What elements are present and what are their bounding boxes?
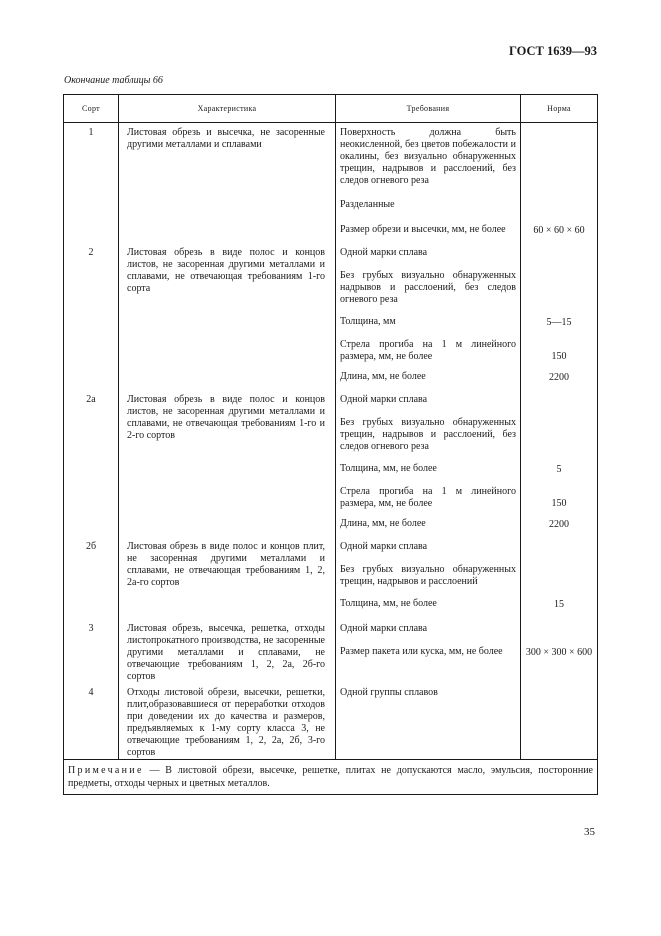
requirements-cell bbox=[336, 123, 521, 244]
norm-cell bbox=[521, 390, 598, 537]
norm-value: 5 bbox=[556, 464, 562, 475]
requirement-text: Длина, мм, не более bbox=[340, 518, 426, 529]
requirements-cell bbox=[336, 619, 521, 683]
norm-value: 60 × 60 × 60 bbox=[533, 225, 585, 236]
requirement-text: Без грубых визуально обнаруженных трещин, надрывов и расслоений, без следов огневого реза bbox=[340, 417, 516, 452]
note-text: — В листовой обрези, высечке, решетке, плитах не допускаются масло, эмульсия, посторонние предметы, отходы черных и цветных металлов. bbox=[68, 765, 593, 789]
table-header-row bbox=[64, 95, 598, 123]
requirement-text: Одной марки сплава bbox=[340, 541, 428, 552]
sort-cell: 4 bbox=[64, 683, 119, 760]
norm-cell bbox=[521, 619, 598, 683]
requirement-text: Одной марки сплава bbox=[340, 247, 428, 258]
norm-value bbox=[521, 564, 597, 588]
sort-cell: 2б bbox=[64, 537, 119, 619]
table-row bbox=[64, 619, 598, 683]
requirement-text: Толщина, мм bbox=[340, 316, 396, 327]
requirement-text: Разделанные bbox=[340, 199, 395, 210]
document-header: ГОСТ 1639—93 bbox=[508, 44, 597, 58]
norm-cell bbox=[521, 243, 598, 390]
table-caption: Окончание таблицы 66 bbox=[64, 75, 163, 86]
norm-value bbox=[521, 127, 597, 187]
requirement-text: Одной группы сплавов bbox=[340, 687, 438, 698]
table-body bbox=[64, 123, 598, 760]
requirement-text: Размер пакета или куска, мм, не более bbox=[340, 646, 503, 657]
table-row bbox=[64, 123, 598, 244]
requirements-cell bbox=[336, 390, 521, 537]
norm-value bbox=[521, 623, 597, 636]
norm-cell bbox=[521, 683, 598, 760]
requirement-text: Толщина, мм, не более bbox=[340, 463, 437, 474]
characteristic-cell: Листовая обрезь, высечка, решетка, отходы листопрокатного производства, не засоренные другими металлами и сплавами, не отвечающие требованиям 1, 2, 2а, 2б-го сортов bbox=[119, 619, 336, 683]
characteristic-cell: Листовая обрезь в виде полос и концов листов, не засоренная другими металлами и сплавами, не отвечающая требованиям 1-го сорта bbox=[119, 243, 336, 390]
norm-value: 150 bbox=[551, 351, 567, 362]
column-header-norm: Норма bbox=[521, 95, 598, 123]
characteristic-cell: Листовая обрезь в виде полос и концов плит, не засоренная другими металлами и сплавами, не отвечающая требованиям 1, 2, 2а-го сортов bbox=[119, 537, 336, 619]
norm-value: 300 × 300 × 600 bbox=[525, 647, 593, 658]
norm-cell bbox=[521, 537, 598, 619]
requirement-text: Поверхность должна быть неокисленной, без цветов побежалости и окалины, без визуально обнаруженных трещин, надрывов и расслоений, без следов огневого реза bbox=[340, 127, 516, 186]
column-header-sort: Сорт bbox=[64, 95, 119, 123]
sort-cell: 2а bbox=[64, 390, 119, 537]
requirement-text: Одной марки сплава bbox=[340, 394, 428, 405]
column-header-characteristic: Характеристика bbox=[119, 95, 336, 123]
page-number: 35 bbox=[584, 826, 595, 838]
table-row bbox=[64, 537, 598, 619]
requirements-cell bbox=[336, 537, 521, 619]
table-row bbox=[64, 390, 598, 537]
norm-value bbox=[521, 394, 597, 407]
characteristic-cell: Листовая обрезь и высечка, не засоренные другими металлами и сплавами bbox=[119, 123, 336, 244]
norm-value bbox=[521, 270, 597, 306]
note-label: Примечание bbox=[68, 765, 144, 776]
characteristic-cell: Листовая обрезь в виде полос и концов листов, не засоренная другими металлами и сплавами, не отвечающая требованиям 1-го и 2-го сортов bbox=[119, 390, 336, 537]
characteristic-cell: Отходы листовой обрези, высечки, решетки, плит,образовавшиеся от переработки отходов при доведении их до качества и размеров, предъявляемых к 1-му сорту класса 3, не отвечающие требованиям 1, 2, 2а, 2б, 3-го сортов bbox=[119, 683, 336, 760]
norm-value bbox=[521, 247, 597, 260]
norm-value bbox=[521, 541, 597, 554]
norm-value: 15 bbox=[554, 599, 564, 610]
table-row bbox=[64, 243, 598, 390]
sort-cell: 2 bbox=[64, 243, 119, 390]
norm-value bbox=[521, 687, 597, 700]
norm-value: 2200 bbox=[549, 372, 569, 383]
requirements-table bbox=[63, 94, 598, 795]
norm-value: 150 bbox=[551, 498, 567, 509]
norm-value: 5—15 bbox=[546, 317, 572, 328]
sort-cell: 3 bbox=[64, 619, 119, 683]
column-header-requirements: Требования bbox=[336, 95, 521, 123]
requirement-text: Толщина, мм, не более bbox=[340, 598, 437, 609]
table-row bbox=[64, 683, 598, 760]
requirement-text: Длина, мм, не более bbox=[340, 371, 426, 382]
requirement-text: Стрела прогиба на 1 м линейного размера, мм, не более bbox=[340, 486, 516, 509]
norm-value bbox=[521, 199, 597, 212]
norm-value: 2200 bbox=[549, 519, 569, 530]
requirement-text: Без грубых визуально обнаруженных трещин, надрывов и расслоений bbox=[340, 564, 516, 587]
requirement-text: Без грубых визуально обнаруженных надрывов и расслоений, без следов огневого реза bbox=[340, 270, 516, 305]
table-note bbox=[64, 760, 598, 795]
norm-value bbox=[521, 417, 597, 453]
table-note-row bbox=[64, 760, 598, 795]
requirement-text: Размер обрези и высечки, мм, не более bbox=[340, 224, 506, 235]
norm-cell bbox=[521, 123, 598, 244]
requirements-cell bbox=[336, 243, 521, 390]
requirement-text: Стрела прогиба на 1 м линейного размера, мм, не более bbox=[340, 339, 516, 362]
requirement-text: Одной марки сплава bbox=[340, 623, 428, 634]
requirements-cell bbox=[336, 683, 521, 760]
sort-cell: 1 bbox=[64, 123, 119, 244]
